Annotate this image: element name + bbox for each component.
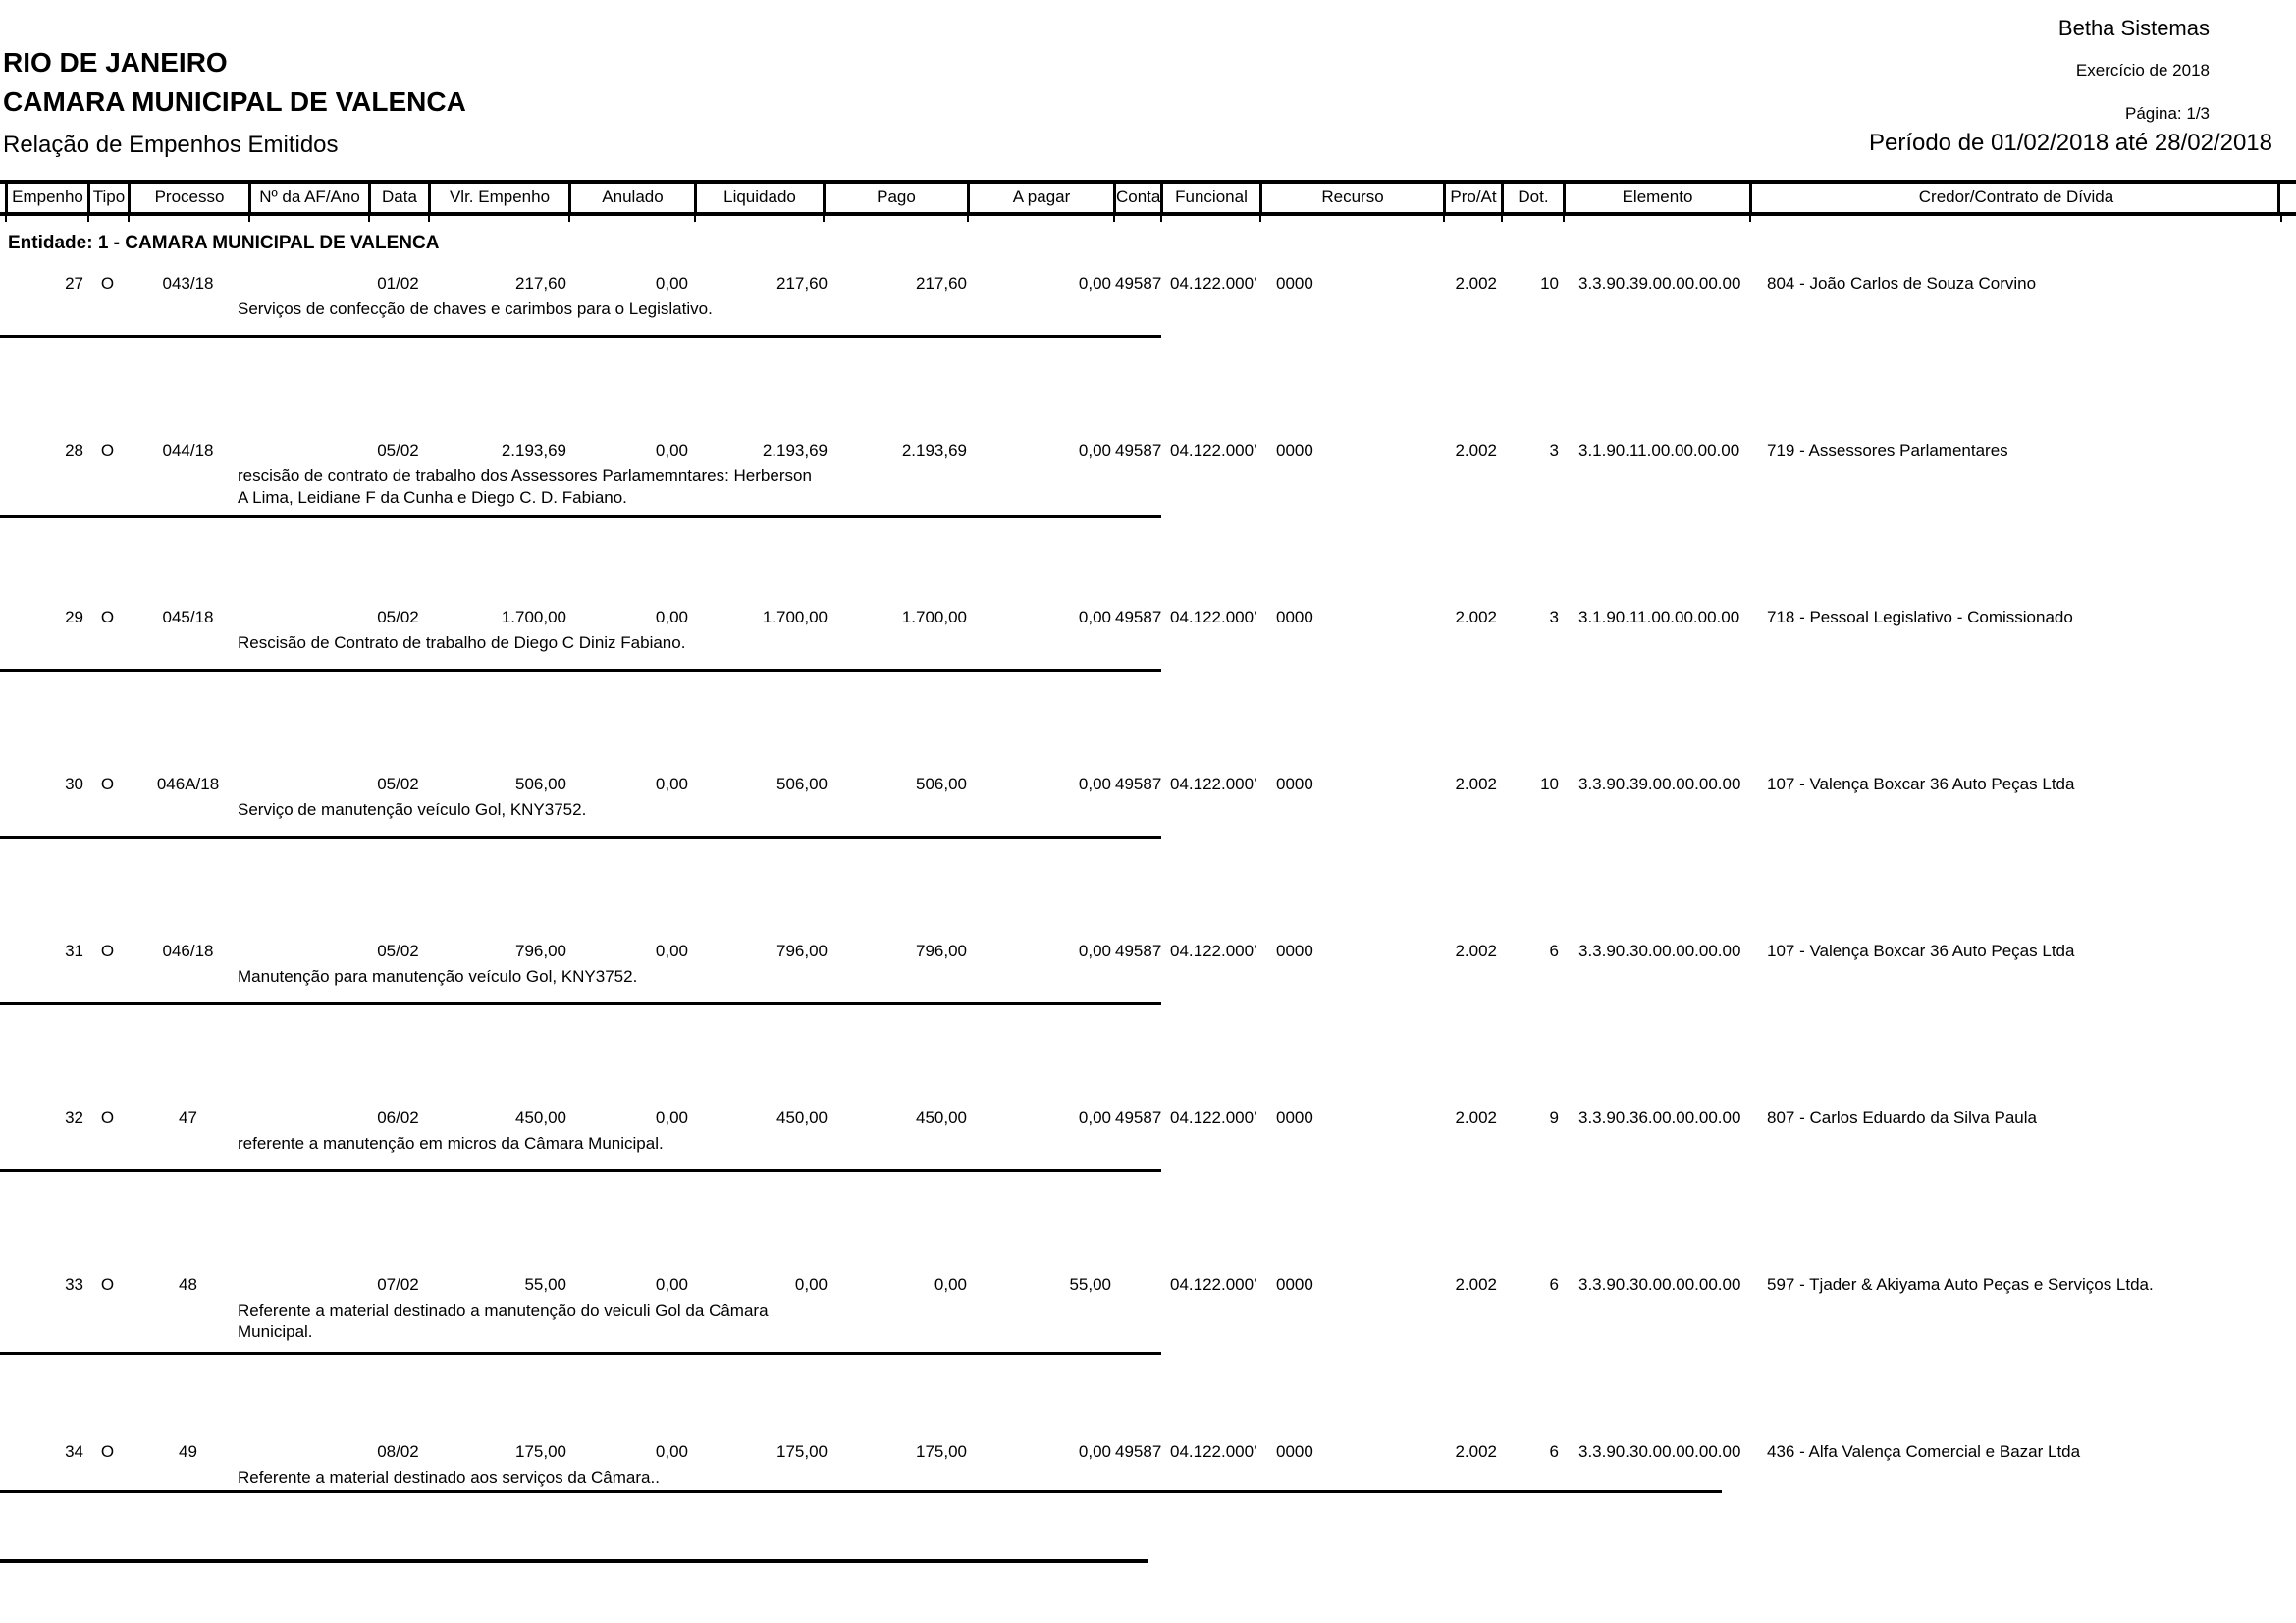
cell-elemento: 3.3.90.39.00.00.00.00 [1578, 775, 1741, 793]
cell-vlr_empenho: 55,00 [524, 1275, 566, 1294]
cell-vlr_empenho: 506,00 [515, 775, 566, 793]
cell-liquidado: 2.193,69 [762, 441, 828, 460]
column-tick [1160, 216, 1162, 222]
cell-liquidado: 0,00 [794, 1275, 828, 1294]
cell-funcional: 04.122.000’ [1170, 441, 1257, 460]
column-header: Empenho [5, 184, 87, 212]
cell-pago: 506,00 [916, 775, 967, 793]
cell-funcional: 04.122.000’ [1170, 1442, 1257, 1461]
row-description: Municipal. [238, 1323, 313, 1341]
cell-recurso: 0000 [1276, 608, 1313, 626]
cell-data: 07/02 [377, 1275, 419, 1294]
column-tick [1259, 216, 1261, 222]
cell-recurso: 0000 [1276, 441, 1313, 460]
cell-conta: 49587 [1115, 1442, 1162, 1461]
cell-anulado: 0,00 [655, 274, 688, 293]
cell-tipo: O [100, 775, 115, 793]
cell-liquidado: 796,00 [776, 942, 828, 960]
cell-empenho: 27 [65, 274, 83, 293]
cell-tipo: O [100, 274, 115, 293]
cell-credor: 807 - Carlos Eduardo da Silva Paula [1767, 1109, 2037, 1127]
cell-tipo: O [100, 608, 115, 626]
cell-dot: 10 [1540, 775, 1559, 793]
row-separator [0, 515, 1161, 518]
column-tick [568, 216, 570, 222]
cell-processo: 046A/18 [156, 775, 220, 793]
column-tick [1501, 216, 1503, 222]
row-description: Serviços de confecção de chaves e carimbos para o Legislativo. [238, 299, 713, 318]
cell-credor: 597 - Tjader & Akiyama Auto Peças e Serviços Ltda. [1767, 1275, 2154, 1294]
column-header: Tipo [87, 184, 128, 212]
cell-recurso: 0000 [1276, 274, 1313, 293]
row-description: Manutenção para manutenção veículo Gol, KNY3752. [238, 967, 638, 986]
cell-anulado: 0,00 [655, 942, 688, 960]
cell-a_pagar: 0,00 [1078, 1442, 1111, 1461]
cell-conta: 49587 [1115, 441, 1162, 460]
cell-a_pagar: 0,00 [1078, 274, 1111, 293]
column-header: Data [368, 184, 428, 212]
cell-conta: 49587 [1115, 1109, 1162, 1127]
column-tick [823, 216, 825, 222]
cell-funcional: 04.122.000’ [1170, 274, 1257, 293]
cell-a_pagar: 0,00 [1078, 942, 1111, 960]
cell-conta: 49587 [1115, 608, 1162, 626]
row-separator [0, 1002, 1161, 1005]
cell-empenho: 28 [65, 441, 83, 460]
cell-liquidado: 217,60 [776, 274, 828, 293]
cell-processo: 47 [179, 1109, 197, 1127]
cell-recurso: 0000 [1276, 1109, 1313, 1127]
column-tick [87, 216, 89, 222]
cell-pro_at: 2.002 [1455, 1275, 1497, 1294]
cell-anulado: 0,00 [655, 1275, 688, 1294]
cell-dot: 6 [1549, 942, 1559, 960]
cell-pago: 2.193,69 [901, 441, 967, 460]
period-label: Período de 01/02/2018 até 28/02/2018 [1868, 130, 2272, 156]
column-header: Elemento [1563, 184, 1749, 212]
column-tick [694, 216, 696, 222]
column-tick [5, 216, 7, 222]
column-header: Pago [823, 184, 967, 212]
cell-processo: 49 [179, 1442, 197, 1461]
row-separator [0, 836, 1161, 839]
cell-processo: 48 [179, 1275, 197, 1294]
column-header: Anulado [568, 184, 694, 212]
cell-funcional: 04.122.000’ [1170, 942, 1257, 960]
cell-empenho: 31 [65, 942, 83, 960]
cell-vlr_empenho: 450,00 [515, 1109, 566, 1127]
cell-elemento: 3.3.90.36.00.00.00.00 [1578, 1109, 1741, 1127]
cell-credor: 107 - Valença Boxcar 36 Auto Peças Ltda [1767, 942, 2075, 960]
cell-processo: 046/18 [162, 942, 214, 960]
cell-tipo: O [100, 1442, 115, 1461]
cell-anulado: 0,00 [655, 1442, 688, 1461]
cell-liquidado: 1.700,00 [762, 608, 828, 626]
cell-liquidado: 450,00 [776, 1109, 828, 1127]
cell-credor: 107 - Valença Boxcar 36 Auto Peças Ltda [1767, 775, 2075, 793]
row-description: referente a manutenção em micros da Câmara Municipal. [238, 1134, 664, 1153]
cell-pro_at: 2.002 [1455, 1109, 1497, 1127]
report-title: Relação de Empenhos Emitidos [3, 132, 339, 158]
cell-pro_at: 2.002 [1455, 441, 1497, 460]
cell-a_pagar: 0,00 [1078, 1109, 1111, 1127]
cell-processo: 043/18 [162, 274, 214, 293]
column-header: Nº da AF/Ano [248, 184, 368, 212]
cell-credor: 804 - João Carlos de Souza Corvino [1767, 274, 2037, 293]
column-header: Vlr. Empenho [428, 184, 568, 212]
cell-data: 05/02 [377, 942, 419, 960]
column-tick [1563, 216, 1565, 222]
cell-pago: 0,00 [934, 1275, 967, 1294]
row-separator [0, 1490, 1722, 1493]
cell-vlr_empenho: 2.193,69 [501, 441, 566, 460]
cell-anulado: 0,00 [655, 608, 688, 626]
cell-pago: 217,60 [916, 274, 967, 293]
column-tick [368, 216, 370, 222]
cell-recurso: 0000 [1276, 1442, 1313, 1461]
page-bottom-rule [0, 1559, 1148, 1563]
cell-anulado: 0,00 [655, 441, 688, 460]
cell-tipo: O [100, 1275, 115, 1294]
column-header: Funcional [1160, 184, 1259, 212]
row-description: Referente a material destinado a manutenção do veiculi Gol da Câmara [238, 1301, 769, 1320]
cell-pro_at: 2.002 [1455, 1442, 1497, 1461]
cell-pro_at: 2.002 [1455, 608, 1497, 626]
cell-dot: 6 [1549, 1275, 1559, 1294]
cell-funcional: 04.122.000’ [1170, 775, 1257, 793]
column-tick [1749, 216, 1751, 222]
cell-data: 01/02 [377, 274, 419, 293]
column-tick [428, 216, 430, 222]
cell-pago: 175,00 [916, 1442, 967, 1461]
column-tick [1443, 216, 1445, 222]
row-separator [0, 335, 1161, 338]
cell-elemento: 3.1.90.11.00.00.00.00 [1578, 441, 1740, 460]
cell-pago: 796,00 [916, 942, 967, 960]
cell-data: 08/02 [377, 1442, 419, 1461]
cell-pro_at: 2.002 [1455, 775, 1497, 793]
cell-elemento: 3.3.90.30.00.00.00.00 [1578, 1275, 1741, 1294]
column-header: A pagar [967, 184, 1113, 212]
cell-processo: 044/18 [162, 441, 214, 460]
cell-elemento: 3.3.90.30.00.00.00.00 [1578, 942, 1741, 960]
cell-data: 06/02 [377, 1109, 419, 1127]
cell-liquidado: 175,00 [776, 1442, 828, 1461]
table-header-row [0, 180, 2296, 216]
row-separator [0, 669, 1161, 672]
vendor-name: Betha Sistemas [2057, 16, 2210, 40]
cell-anulado: 0,00 [655, 1109, 688, 1127]
cell-anulado: 0,00 [655, 775, 688, 793]
cell-recurso: 0000 [1276, 942, 1313, 960]
row-description: rescisão de contrato de trabalho dos Assessores Parlamemntares: Herberson [238, 466, 812, 485]
cell-conta: 49587 [1115, 775, 1162, 793]
cell-dot: 6 [1549, 1442, 1559, 1461]
cell-recurso: 0000 [1276, 1275, 1313, 1294]
column-tick [1113, 216, 1115, 222]
column-tick [2280, 216, 2282, 222]
column-header: Dot. [1501, 184, 1563, 212]
entity-line: Entidade: 1 - CAMARA MUNICIPAL DE VALENCA [8, 233, 440, 253]
table-header-end-border [2277, 184, 2280, 212]
cell-tipo: O [100, 942, 115, 960]
cell-tipo: O [100, 441, 115, 460]
cell-funcional: 04.122.000’ [1170, 1109, 1257, 1127]
cell-data: 05/02 [377, 775, 419, 793]
cell-vlr_empenho: 175,00 [515, 1442, 566, 1461]
cell-conta: 49587 [1115, 274, 1162, 293]
cell-dot: 3 [1549, 608, 1559, 626]
column-header: Credor/Contrato de Dívida [1749, 184, 2280, 212]
column-header: Pro/At [1443, 184, 1501, 212]
column-tick [248, 216, 250, 222]
cell-dot: 3 [1549, 441, 1559, 460]
cell-recurso: 0000 [1276, 775, 1313, 793]
state-name: RIO DE JANEIRO [3, 47, 228, 78]
page-number: Página: 1/3 [2124, 104, 2210, 123]
entity-name: CAMARA MUNICIPAL DE VALENCA [3, 86, 466, 117]
cell-a_pagar: 0,00 [1078, 775, 1111, 793]
cell-tipo: O [100, 1109, 115, 1127]
cell-empenho: 29 [65, 608, 83, 626]
cell-pro_at: 2.002 [1455, 274, 1497, 293]
column-header: Processo [128, 184, 248, 212]
cell-data: 05/02 [377, 441, 419, 460]
cell-dot: 9 [1549, 1109, 1559, 1127]
cell-vlr_empenho: 217,60 [515, 274, 566, 293]
cell-credor: 436 - Alfa Valença Comercial e Bazar Ltda [1767, 1442, 2081, 1461]
cell-a_pagar: 55,00 [1069, 1275, 1111, 1294]
cell-dot: 10 [1540, 274, 1559, 293]
row-description: Rescisão de Contrato de trabalho de Diego C Diniz Fabiano. [238, 633, 686, 652]
cell-elemento: 3.3.90.30.00.00.00.00 [1578, 1442, 1741, 1461]
cell-elemento: 3.3.90.39.00.00.00.00 [1578, 274, 1741, 293]
row-separator [0, 1169, 1161, 1172]
cell-conta: 49587 [1115, 942, 1162, 960]
column-header: Recurso [1259, 184, 1443, 212]
cell-a_pagar: 0,00 [1078, 608, 1111, 626]
row-description: A Lima, Leidiane F da Cunha e Diego C. D. Fabiano. [238, 488, 627, 507]
cell-empenho: 32 [65, 1109, 83, 1127]
row-separator [0, 1352, 1161, 1355]
cell-empenho: 33 [65, 1275, 83, 1294]
cell-pro_at: 2.002 [1455, 942, 1497, 960]
column-tick [128, 216, 130, 222]
cell-data: 05/02 [377, 608, 419, 626]
column-header: Liquidado [694, 184, 823, 212]
cell-elemento: 3.1.90.11.00.00.00.00 [1578, 608, 1740, 626]
cell-credor: 718 - Pessoal Legislativo - Comissionado [1767, 608, 2073, 626]
cell-funcional: 04.122.000’ [1170, 608, 1257, 626]
cell-funcional: 04.122.000’ [1170, 1275, 1257, 1294]
cell-processo: 045/18 [162, 608, 214, 626]
exercise-label: Exercício de 2018 [2075, 61, 2210, 80]
cell-pago: 1.700,00 [901, 608, 967, 626]
cell-a_pagar: 0,00 [1078, 441, 1111, 460]
row-description: Serviço de manutenção veículo Gol, KNY3752. [238, 800, 587, 819]
cell-pago: 450,00 [916, 1109, 967, 1127]
cell-liquidado: 506,00 [776, 775, 828, 793]
row-description: Referente a material destinado aos serviços da Câmara.. [238, 1468, 660, 1487]
cell-empenho: 34 [65, 1442, 83, 1461]
cell-vlr_empenho: 1.700,00 [501, 608, 566, 626]
column-header: Conta [1113, 184, 1160, 212]
cell-credor: 719 - Assessores Parlamentares [1767, 441, 2008, 460]
cell-vlr_empenho: 796,00 [515, 942, 566, 960]
column-tick [967, 216, 969, 222]
cell-empenho: 30 [65, 775, 83, 793]
